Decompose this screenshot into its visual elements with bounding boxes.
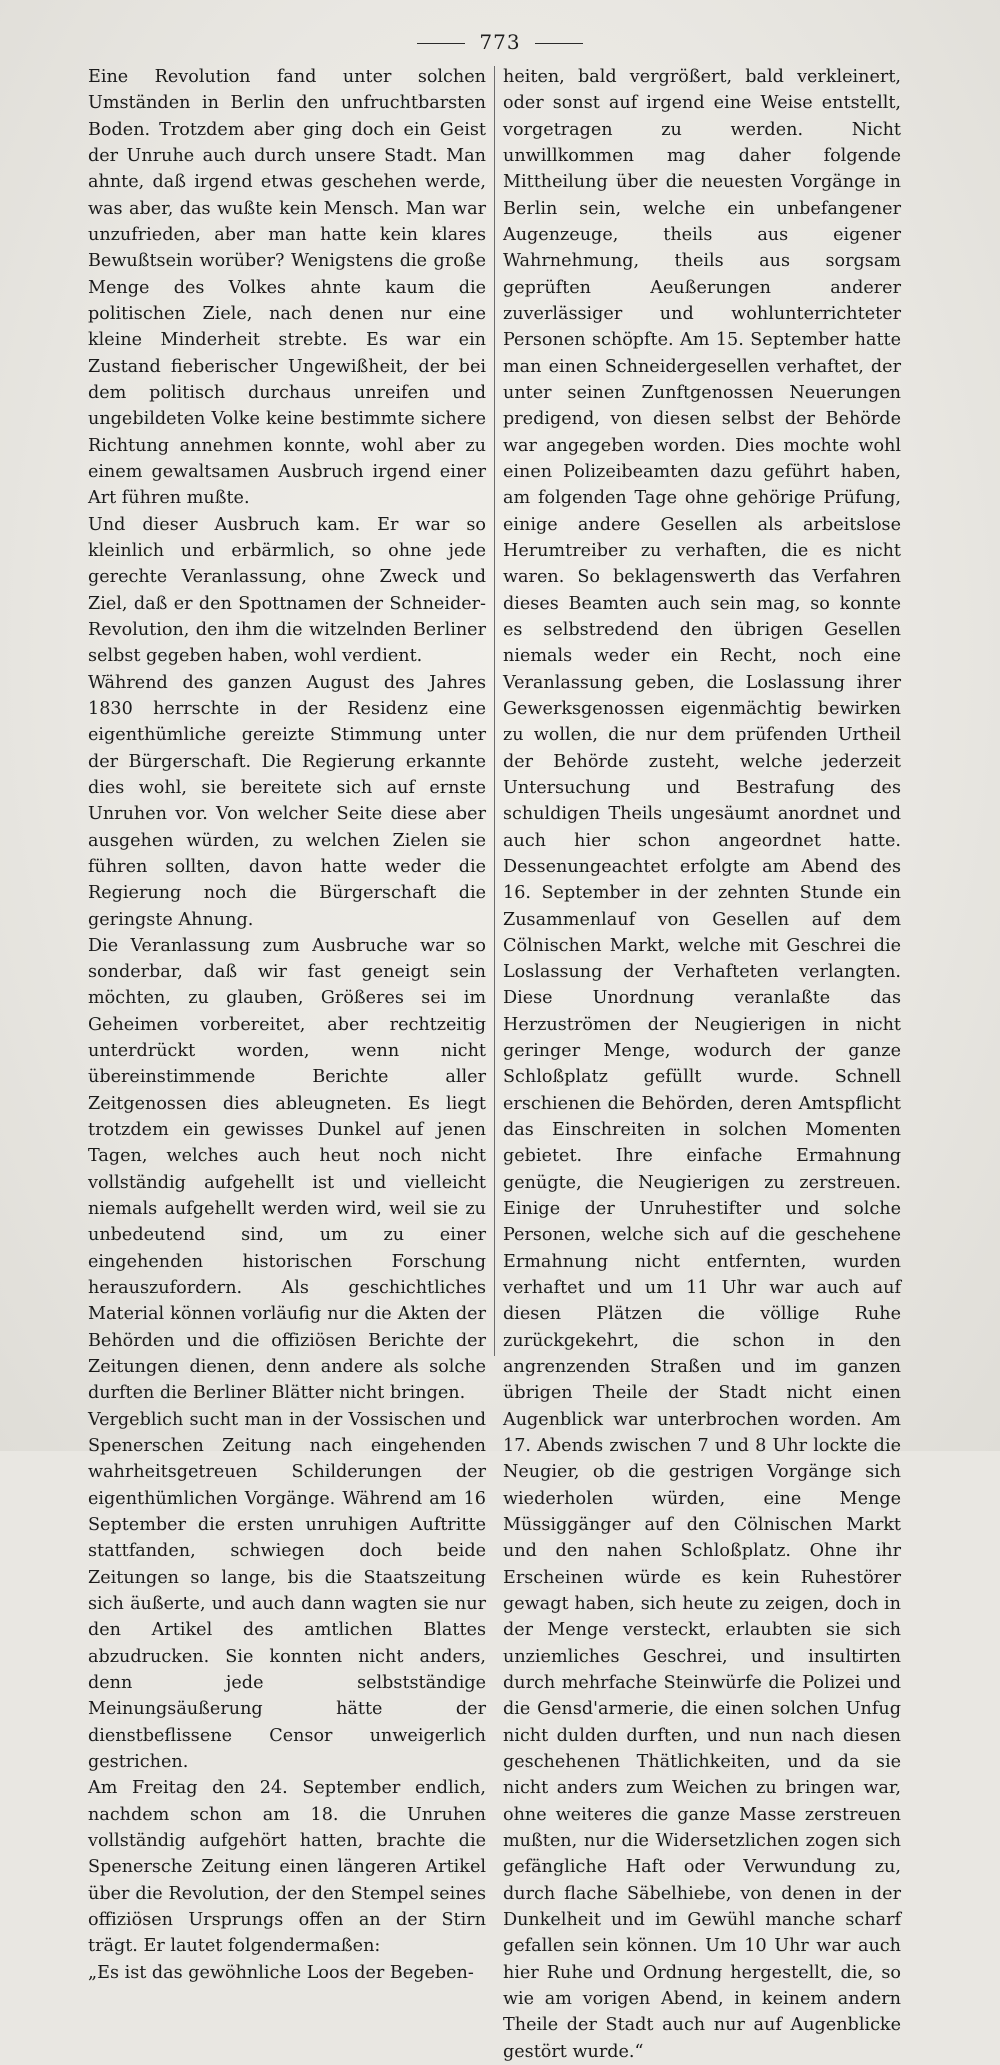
paragraph: „Es ist das gewöhnliche Loos der Begeben- [88, 1962, 474, 1983]
paragraph: Während des ganzen August des Jahres 1830 herrschte in der Residenz eine eigenthümliche gereizte Stimmung unter der Bürgerschaft. Die Regierung erkannte dies wohl, sie bereitete sich auf ernste Unruhen vor. Von welcher Seite diese aber ausgehen würden, zu welchen Zielen sie führen sollten, davon hatte weder die Regierung noch die Bürgerschaft die geringste Ahnung. [88, 672, 486, 930]
header-dash-right [535, 43, 583, 44]
page-number: 773 [479, 30, 521, 54]
paragraph: Und dieser Ausbruch kam. Er war so kleinlich und erbärmlich, so ohne jede gerechte Veranlassung, ohne Zweck und Ziel, daß er den Spottnamen der Schneider-Revolution, den ihm die witzelnden Berliner selbst gegeben haben, wohl verdient. [88, 514, 486, 667]
paragraph: Am Freitag den 24. September endlich, nachdem schon am 18. die Unruhen vollständig aufgehört hatten, brachte die Spenersche Zeitung einen längeren Artikel über die Revolution, der den Stempel seines offiziösen Ursprungs offen an der Stirn trägt. Er lautet folgendermaßen: [88, 1778, 486, 1957]
left-column [88, 64, 486, 1986]
paragraph: Eine Revolution fand unter solchen Umständen in Berlin den unfruchtbarsten Boden. Trotzdem aber ging doch ein Geist der Unruhe auch durch unsere Stadt. Man ahnte, daß irgend etwas geschehen werde, was aber, das wußte kein Mensch. Man war unzufrieden, aber man hatte kein klares Bewußtsein worüber? Wenigstens die große Menge des Volkes ahnte kaum die politischen Ziele, nach denen nur eine kleine Minderheit strebte. Es war ein Zustand fieberischer Ungewißheit, der bei dem politisch durchaus unreifen und ungebildeten Volke keine bestimmte sichere Richtung annehmen konnte, wohl aber zu einem gewaltsamen Ausbruch irgend einer Art führen mußte. [88, 67, 486, 509]
paragraph: Vergeblich sucht man in der Vossischen und Spenerschen Zeitung nach eingehenden wahrheitsgetreuen Schilderungen der eigenthümlichen Vorgänge. Während am 16 September die ersten unruhigen Auftritte stattfanden, schwiegen doch beide Zeitungen so lange, bis die Staatszeitung sich äußerte, und auch dann wagten sie nur den Artikel des amtlichen Blattes abzudrucken. Sie konnten nicht anders, denn jede selbstständige Meinungsäußerung hätte der dienstbeflissene Censor unweigerlich gestrichen. [88, 1409, 486, 1772]
right-column [503, 64, 901, 2065]
column-divider [494, 66, 495, 1356]
paragraph: Die Veranlassung zum Ausbruche war so sonderbar, daß wir fast geneigt sein möchten, zu glauben, Größeres sei im Geheimen vorbereitet, aber rechtzeitig unterdrückt worden, wenn nicht übereinstimmende Berichte aller Zeitgenossen dies ableugneten. Es liegt trotzdem ein gewisses Dunkel auf jenen Tagen, welches auch heut noch nicht vollständig aufgehellt ist und vielleicht niemals aufgehellt werden wird, weil sie zu unbedeutend sind, um zu einer eingehenden historischen Forschung herauszufordern. Als geschichtliches Material können vorläufig nur die Akten der Behörden und die offiziösen Berichte der Zeitungen dienen, denn andere als solche durften die Berliner Blätter nicht bringen. [88, 935, 486, 1404]
paragraph: heiten, bald vergrößert, bald verkleinert, oder sonst auf irgend eine Weise entstellt, vorgetragen zu werden. Nicht unwillkommen mag daher folgende Mittheilung über die neuesten Vorgänge in Berlin sein, welche ein unbefangener Augenzeuge, theils aus eigener Wahrnehmung, theils aus sorgsam geprüften Aeußerungen anderer zuverlässiger und wohlunterrichteter Personen schöpfte. Am 15. September hatte man einen Schneidergesellen verhaftet, der unter seinen Zunftgenossen Neuerungen predigend, von diesen selbst der Behörde war angegeben worden. Dies mochte wohl einen Polizeibeamten dazu geführt haben, am folgenden Tage ohne gehörige Prüfung, einige andere Gesellen als arbeitslose Herumtreiber zu verhaften, die es nicht waren. So beklagenswerth das Verfahren dieses Beamten auch sein mag, so konnte es selbstredend den übrigen Gesellen niemals weder ein Recht, noch eine Veranlassung geben, die Loslassung ihrer Gewerksgenossen eigenmächtig bewirken zu wollen, die nur dem prüfenden Urtheil der Behörde zusteht, welche jederzeit Untersuchung und Bestrafung des schuldigen Theils ungesäumt anordnet und auch hier schon angeordnet hatte. Dessenungeachtet erfolgte am Abend des 16. September in der zehnten Stunde ein Zusammenlauf von Gesellen auf dem Cölnischen Markt, welche mit Geschrei die Loslassung der Verhafteten verlangten. Diese Unordnung veranlaßte das Herzuströmen der Neugierigen in nicht geringer Menge, wodurch der ganze Schloßplatz gefüllt wurde. Schnell erschienen die Behörden, deren Amtspflicht das Einschreiten in solchen Momenten gebietet. Ihre einfache Ermahnung genügte, die Neugierigen zu zerstreuen. Einige der Unruhestifter und solche Personen, welche sich auf die geschehene Ermahnung nicht entfernten, wurden verhaftet und um 11 Uhr war auch auf diesen Plätzen die völlige Ruhe zurückgekehrt, die schon in den angrenzenden Straßen und im ganzen übrigen Theile der Stadt nicht einen Augenblick war unterbrochen worden. Am 17. Abends zwischen 7 und 8 Uhr lockte die Neugier, ob die gestrigen Vorgänge sich wiederholen würden, eine Menge Müssiggänger auf den Cölnischen Markt und den nahen Schloßplatz. Ohne ihr Erscheinen würde es kein Ruhestörer gewagt haben, sich heute zu zeigen, doch in der Menge versteckt, erlaubten sie sich unziemliches Geschrei, und insultirten durch mehrfache Steinwürfe die Polizei und die Gensd'armerie, die einen solchen Unfug nicht dulden durften, und nun nach diesen geschehenen Thätlichkeiten, und da sie nicht anders zum Weichen zu bringen war, ohne weiteres die ganze Masse zerstreuen mußten, nur die Widersetzlichen zogen sich gefängliche Haft oder Verwundung zu, durch flache Säbelhiebe, von denen in der Dunkelheit und im Gewühl manche scharf gefallen sein können. Um 10 Uhr war auch hier Ruhe und Ordnung hergestellt, die, so wie am vorigen Abend, in keinem andern Theile der Stadt auch nur auf Augenblicke gestört wurde.“ [503, 67, 901, 2062]
header-dash-left [417, 43, 465, 44]
page-header [0, 30, 1000, 54]
